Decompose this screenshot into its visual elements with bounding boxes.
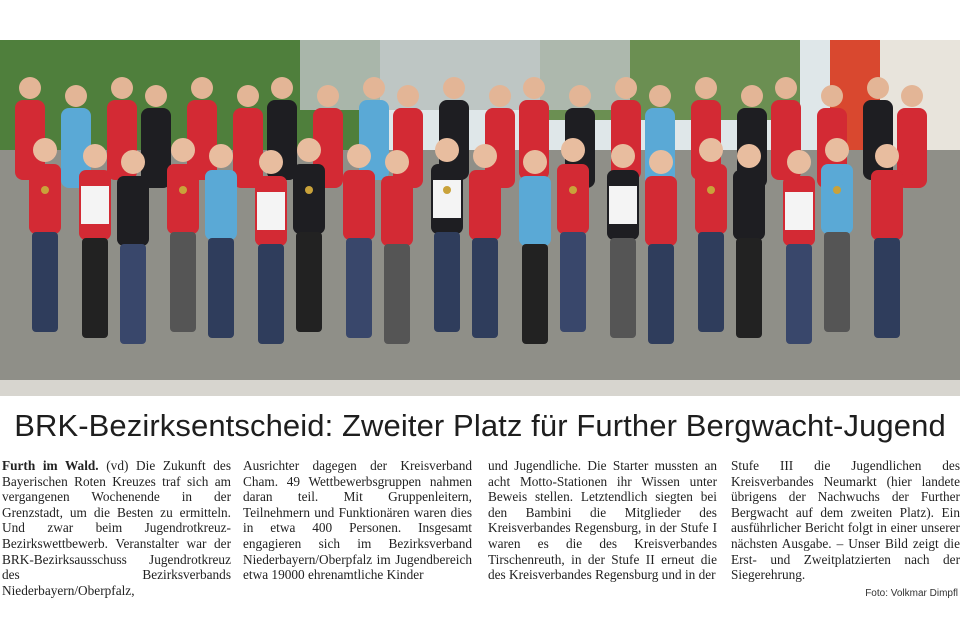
article-column-1 <box>2 458 231 598</box>
photo-credit: Foto: Volkmar Dimpfl <box>865 588 958 599</box>
person <box>733 144 765 338</box>
dateline: Furth im Wald. <box>2 458 99 473</box>
person <box>695 138 727 332</box>
person <box>381 150 413 344</box>
article-column-3: und Jugendliche. Die Starter mussten an acht Motto-Stationen ihr Wissen unter Beweis stellen. Letztendlich siegten bei den Bambini die Mitglieder des Kreisverbandes Regensburg, in der Stufe I waren es die des Kreisverbandes Tirschenreuth, in der Stufe II erneut die des Kreisverbandes Regensburg und in der <box>488 458 717 583</box>
group-photo-illustration <box>0 40 960 396</box>
person <box>293 138 325 332</box>
article-text-1: (vd) Die Zukunft des Bayerischen Roten Kreuzes traf sich am vergangenen Wochenende in der Grenzstadt, um die Besten zu ermitteln. Und zwar beim Jugendrotkreuz-Bezirkswettbewerb. Veranstalter war der BRK-Bezirksausschuss Jugendrotkreuz des Bezirksverbands Niederbayern/Oberpfalz, <box>2 458 232 598</box>
person <box>821 138 853 332</box>
person <box>557 138 589 332</box>
article-body <box>0 458 960 608</box>
person <box>607 144 639 338</box>
person <box>167 138 199 332</box>
person <box>431 138 463 332</box>
person <box>343 144 375 338</box>
person <box>645 150 677 344</box>
curb <box>0 380 960 396</box>
person <box>255 150 287 344</box>
article-column-4: Stufe III die Jugendlichen des Kreisverbandes Neumarkt (hier landete übrigens der Nachwuchs der Further Bergwacht auf dem zweiten Platz). Ein ausführlicher Bericht folgt in einer unserer nächsten Ausgabe. – Unser Bild zeigt die Erst- und Zweitplatzierten nach der Siegerehrung. <box>731 458 960 583</box>
group-photo <box>0 40 960 396</box>
article-column-2: Ausrichter dagegen der Kreisverband Cham. 49 Wettbewerbsgruppen nahmen daran teil. Mit Gruppenleitern, Teilnehmern und Funktionären waren dies in etwa 400 Personen. Insgesamt engagieren sich im Bezirksverband Niederbayern/Oberpfalz im Jugendbereich etwa 19000 ehrenamtliche Kinder <box>243 458 472 583</box>
headline: BRK-Bezirksentscheid: Zweiter Platz für Further Bergwacht-Jugend <box>14 408 946 443</box>
person <box>783 150 815 344</box>
person <box>29 138 61 332</box>
person <box>519 150 551 344</box>
person <box>871 144 903 338</box>
person <box>469 144 501 338</box>
person <box>117 150 149 344</box>
person <box>79 144 111 338</box>
person <box>205 144 237 338</box>
